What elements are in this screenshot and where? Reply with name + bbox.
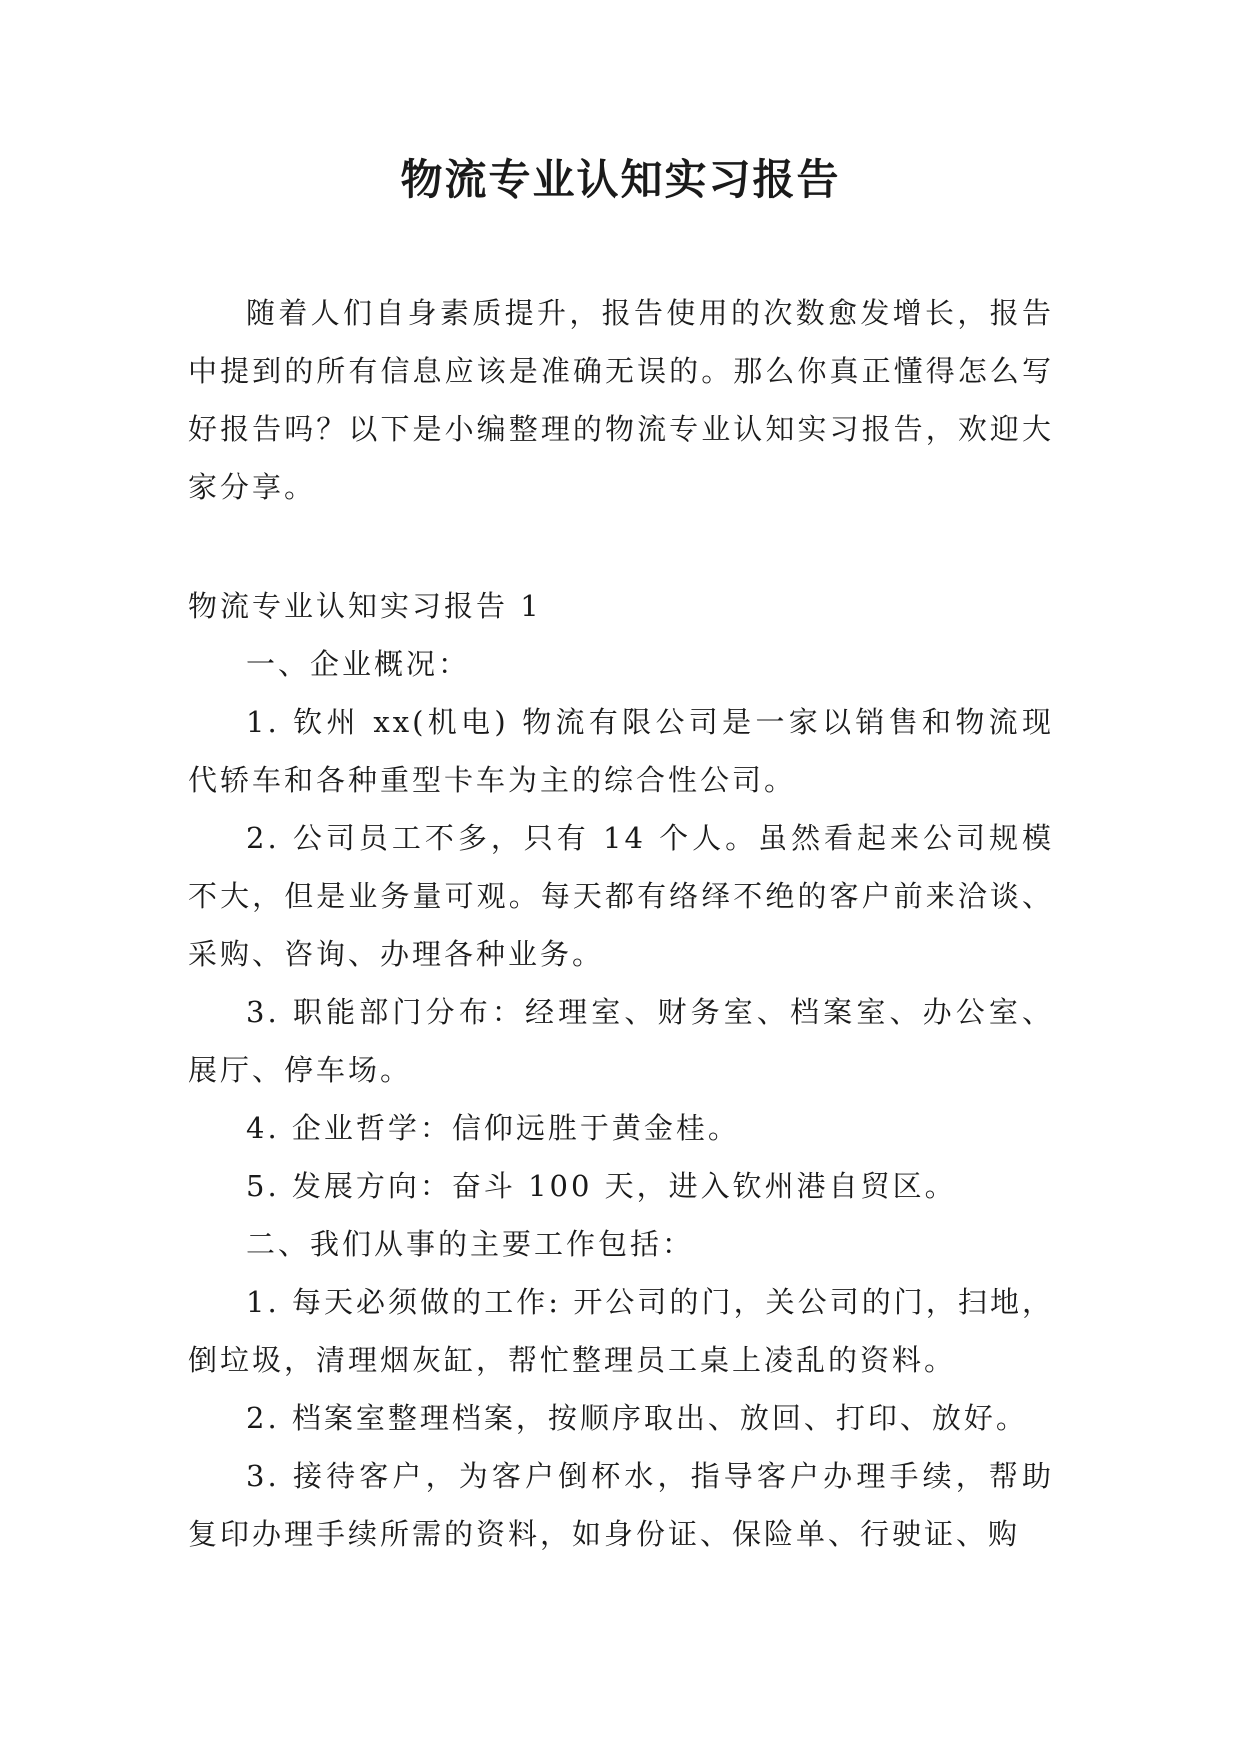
- document-title: 物流专业认知实习报告: [400, 155, 841, 204]
- section-heading: 物流专业认知实习报告 1: [188, 589, 542, 623]
- paragraph-philosophy: 4. 企业哲学：信仰远胜于黄金桂。: [246, 1111, 740, 1145]
- paragraph-reception: 3. 接待客户，为客户倒杯水，指导客户办理手续，帮助复印办理手续所需的资料，如身份证、保险单、行驶证、购: [188, 1459, 1054, 1551]
- paragraph-archives: 2. 档案室整理档案，按顺序取出、放回、打印、放好。: [246, 1401, 1028, 1435]
- paragraph-departments: 3. 职能部门分布：经理室、财务室、档案室、办公室、展厅、停车场。: [188, 995, 1054, 1087]
- heading-company-overview: 一、企业概况：: [246, 647, 471, 681]
- intro-block: [188, 284, 1054, 516]
- paragraph-direction: 5. 发展方向：奋斗 100 天，进入钦州港自贸区。: [246, 1169, 957, 1203]
- heading-main-work: 二、我们从事的主要工作包括：: [246, 1227, 695, 1261]
- paragraph-staff: 2. 公司员工不多，只有 14 个人。虽然看起来公司规模不大，但是业务量可观。每天都有络绎不绝的客户前来洽谈、采购、咨询、办理各种业务。: [188, 821, 1054, 971]
- report-body: [188, 577, 1054, 1563]
- paragraph-company-intro: 1. 钦州 xx(机电) 物流有限公司是一家以销售和物流现代轿车和各种重型卡车为主的综合性公司。: [188, 705, 1054, 797]
- paragraph-daily-work: 1. 每天必须做的工作: 开公司的门，关公司的门，扫地，倒垃圾，清理烟灰缸，帮忙整理员工桌上凌乱的资料。: [188, 1285, 1054, 1377]
- intro-paragraph: 随着人们自身素质提升，报告使用的次数愈发增长，报告中提到的所有信息应该是准确无误的。那么你真正懂得怎么写好报告吗？以下是小编整理的物流专业认知实习报告，欢迎大家分享。: [188, 296, 1054, 504]
